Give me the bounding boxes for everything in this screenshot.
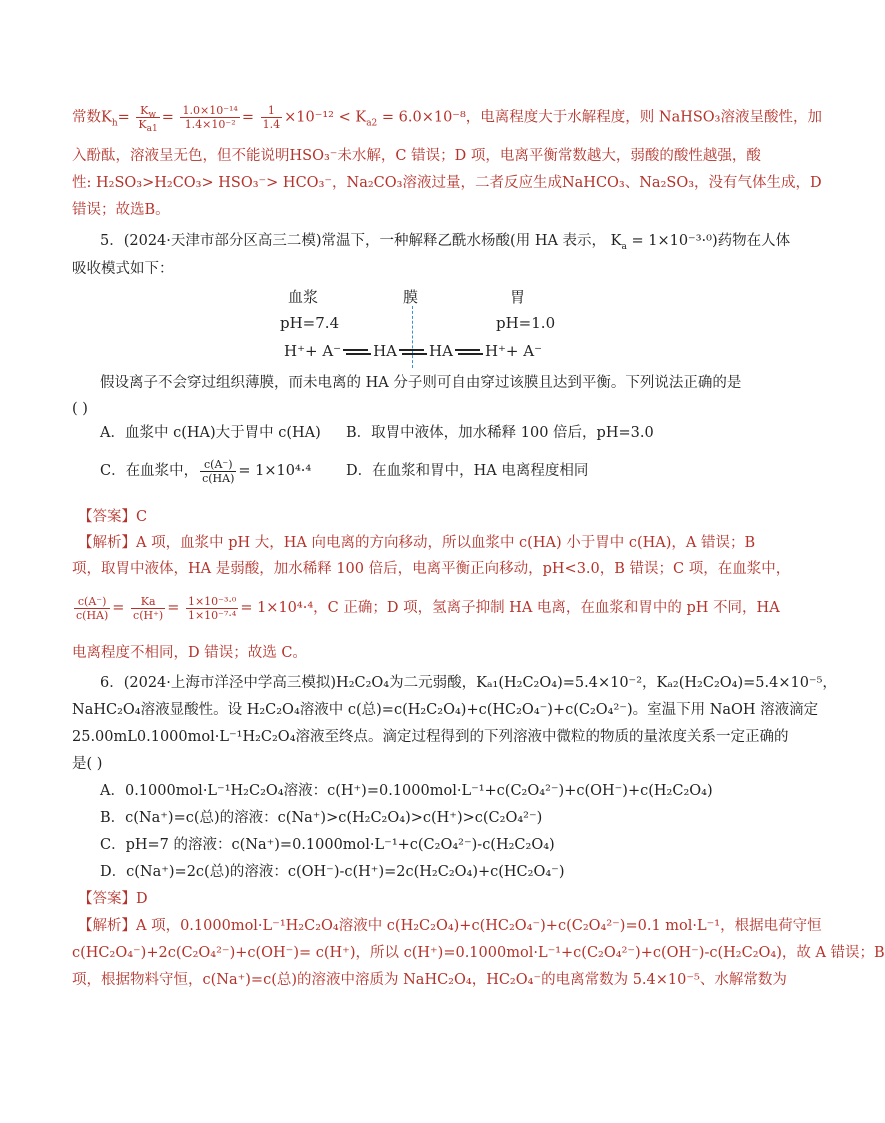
fraction-values (180, 104, 239, 131)
eq-right: H⁺+ A⁻ (484, 342, 543, 360)
q5-stem-line2: 吸收模式如下： (72, 261, 174, 277)
q5-explanation-line3: $\frac{c(A^-)}{c(HA)}$ = $\frac{Ka}{c(H^+)}$ = $\frac{\text{1×10⁻³·⁰}}{\text{1×10⁻⁷·⁴}}$ = 1×10⁴·⁴，C 正确；D 项，氢离子抑制 HA 电离，在血浆和胃中的 pH 不同，HA (76, 594, 780, 622)
exp-f2-num: Ka (131, 595, 165, 609)
optc-fraction (200, 458, 236, 485)
eq-left: H⁺+ A⁻ (284, 342, 342, 360)
q5-option-a: A．血浆中 c(HA)大于胃中 c(HA) (100, 425, 321, 441)
frac3-den: 1.4 (262, 118, 281, 131)
frac3-num: 1 (261, 104, 283, 118)
text-eq: = (117, 109, 130, 126)
q6-stem-line4: 是( ) (72, 756, 103, 772)
exp-val: = 1×10⁴·⁴ (240, 600, 314, 616)
exp-f2-den: c(H⁺) (133, 608, 164, 622)
text-val: = 6.0×10⁻⁸， (377, 109, 481, 126)
q5-stem1-tail: = 1×10⁻³·⁰)药物在人体 (626, 233, 791, 249)
frac1-num: K (140, 104, 149, 117)
exp-f3-den: 1×10⁻⁷·⁴ (187, 608, 237, 622)
frac1-den: K (138, 118, 147, 131)
absorption-diagram (270, 284, 570, 364)
exp-fraction-values (186, 595, 238, 622)
q5-ka-sub: a (621, 241, 627, 252)
eq-mid2: HA (429, 342, 453, 360)
q5-explanation-line4: 电离程度不相同，D 错误；故选 C。 (72, 645, 307, 661)
text-mid: ×10⁻¹² < K (284, 109, 367, 126)
q5-explanation-line1: 【解析】A 项，血浆中 pH 大，HA 向电离的方向移动，所以血浆中 c(HA) 小于胃中 c(HA)，A 错误；B (78, 535, 756, 551)
optc-num: c(A⁻) (200, 458, 236, 472)
q6-stem-line3: 25.00mL0.1000mol·L⁻¹H₂C₂O₄溶液至终点。滴定过程得到的下列溶液中微粒的物质的量浓度关系一定正确的 (72, 729, 789, 745)
section1-line3: 性: H₂SO₃>H₂CO₃> HSO₃⁻> HCO₃⁻，Na₂CO₃溶液过量，二者反应生成NaHCO₃、Na₂SO₃，没有气体生成，D (72, 175, 822, 191)
label-membrane: 膜 (403, 288, 419, 306)
q5-option-b: B．取胃中液体，加水稀释 100 倍后，pH=3.0 (346, 425, 654, 441)
exp-f1-den: c(HA) (76, 608, 109, 622)
sub-h: h (111, 118, 118, 129)
fraction-one (261, 104, 283, 131)
exp-fraction-ka-h (131, 595, 165, 622)
section1-line4: 错误；故选B。 (72, 202, 170, 218)
q5-answer: 【答案】C (78, 509, 148, 525)
exp-f3-num: 1×10⁻³·⁰ (187, 594, 237, 608)
section1-line1: 常数$K_h=$ $\frac{K_w}{K_{a1}}$ = $\frac{\text{1.0×10⁻¹⁴}}{\text{1.4×10⁻²}}$ = $\frac{1}{1.4}$ $\times 10^{-12} < K_{a2} = 6.0\times 10^{-8}$，电离程度大于水解程度，则 NaHSO₃溶液呈酸性，加 (72, 104, 822, 135)
text-constant: 常数K (72, 109, 112, 126)
q5-stem-line4: ( ) (72, 401, 88, 417)
exp-rest: ，C 正确；D 项，氢离子抑制 HA 电离，在血浆和胃中的 pH 不同，HA (313, 600, 780, 616)
ph-stomach: pH=1.0 (496, 314, 556, 332)
frac1-num-sub: w (148, 110, 157, 121)
label-stomach: 胃 (510, 288, 526, 306)
q6-stem-line1: 6．(2024·上海市洋泾中学高三模拟)H₂C₂O₄为二元弱酸，Kₐ₁(H₂C₂O₄)=5.4×10⁻²，Kₐ₂(H₂C₂O₄)=5.4×10⁻⁵， (100, 675, 837, 691)
frac1-den-sub: a1 (146, 124, 158, 135)
q6-option-c: C．pH=7 的溶液：c(Na⁺)=0.1000mol·L⁻¹+c(C₂O₄²⁻)-c(H₂C₂O₄) (100, 837, 555, 853)
q6-option-b: B．c(Na⁺)=c(总)的溶液：c(Na⁺)>c(H₂C₂O₄)>c(H⁺)>c(C₂O₄²⁻) (100, 810, 543, 826)
equilibrium-arrow-icon (399, 348, 427, 356)
q5-option-c (100, 454, 340, 488)
equilibrium-arrow-icon (343, 348, 371, 356)
q6-explanation-line1: 【解析】A 项，0.1000mol·L⁻¹H₂C₂O₄溶液中 c(H₂C₂O₄)+c(HC₂O₄⁻)+c(C₂O₄²⁻)=0.1 mol·L⁻¹，根据电荷守恒 (78, 918, 822, 934)
optc-den: c(HA) (202, 471, 235, 485)
optc-val: = 1×10⁴·⁴ (238, 463, 312, 479)
sub-a2: a2 (366, 118, 378, 129)
text-rest: 电离程度大于水解程度，则 NaHSO₃溶液呈酸性，加 (480, 109, 822, 126)
exp-f1-num: c(A⁻) (74, 595, 110, 609)
ph-plasma: pH=7.4 (280, 314, 340, 332)
frac2-num: 1.0×10⁻¹⁴ (182, 104, 238, 117)
q5-explanation-line2: 项，取胃中液体，HA 是弱酸，加水稀释 100 倍后，电离平衡正向移动，pH<3.0，B 错误；C 项，在血浆中， (72, 561, 791, 577)
q5-stem-line3: 假设离子不会穿过组织薄膜，而未电离的 HA 分子则可自由穿过该膜且达到平衡。下列说法正确的是 (100, 375, 742, 391)
eq-mid1: HA (373, 342, 398, 360)
equilibrium-arrow-icon (455, 348, 483, 356)
q5-stem1: 5．(2024·天津市部分区高三二模)常温下，一种解释乙酰水杨酸(用 HA 表示， K (100, 233, 622, 249)
q6-answer: 【答案】D (78, 891, 148, 907)
frac2-den: 1.4×10⁻² (184, 118, 236, 131)
q5-stem-line1 (100, 230, 791, 252)
equilibrium-row (284, 342, 542, 360)
exp-fraction-a-ha (74, 595, 110, 622)
q6-option-d: D．c(Na⁺)=2c(总)的溶液：c(OH⁻)-c(H⁺)=2c(H₂C₂O₄)+c(HC₂O₄⁻) (100, 864, 565, 880)
fraction-kw-ka1 (136, 104, 159, 135)
q6-option-a: A．0.1000mol·L⁻¹H₂C₂O₄溶液：c(H⁺)=0.1000mol·L⁻¹+c(C₂O₄²⁻)+c(OH⁻)+c(H₂C₂O₄) (100, 783, 713, 799)
q5-option-d: D．在血浆和胃中，HA 电离程度相同 (346, 463, 589, 479)
optc-pre: C．在血浆中， (100, 463, 199, 479)
q6-explanation-line3: 项，根据物料守恒，c(Na⁺)=c(总)的溶液中溶质为 NaHC₂O₄，HC₂O₄⁻的电离常数为 5.4×10⁻⁵、水解常数为 (72, 972, 787, 988)
section1-line2: 入酚酞，溶液呈无色，但不能说明HSO₃⁻未水解，C 错误；D 项，电离平衡常数越大，弱酸的酸性越强，酸 (72, 148, 761, 164)
q6-stem-line2: NaHC₂O₄溶液显酸性。设 H₂C₂O₄溶液中 c(总)=c(H₂C₂O₄)+c(HC₂O₄⁻)+c(C₂O₄²⁻)。室温下用 NaOH 溶液滴定 (72, 702, 819, 718)
label-plasma: 血浆 (288, 288, 319, 306)
q6-explanation-line2: c(HC₂O₄⁻)+2c(C₂O₄²⁻)+c(OH⁻)= c(H⁺)，所以 c(H⁺)=0.1000mol·L⁻¹+c(C₂O₄²⁻)+c(OH⁻)-c(H₂C₂O₄)，故 A 错误；B (72, 945, 885, 961)
